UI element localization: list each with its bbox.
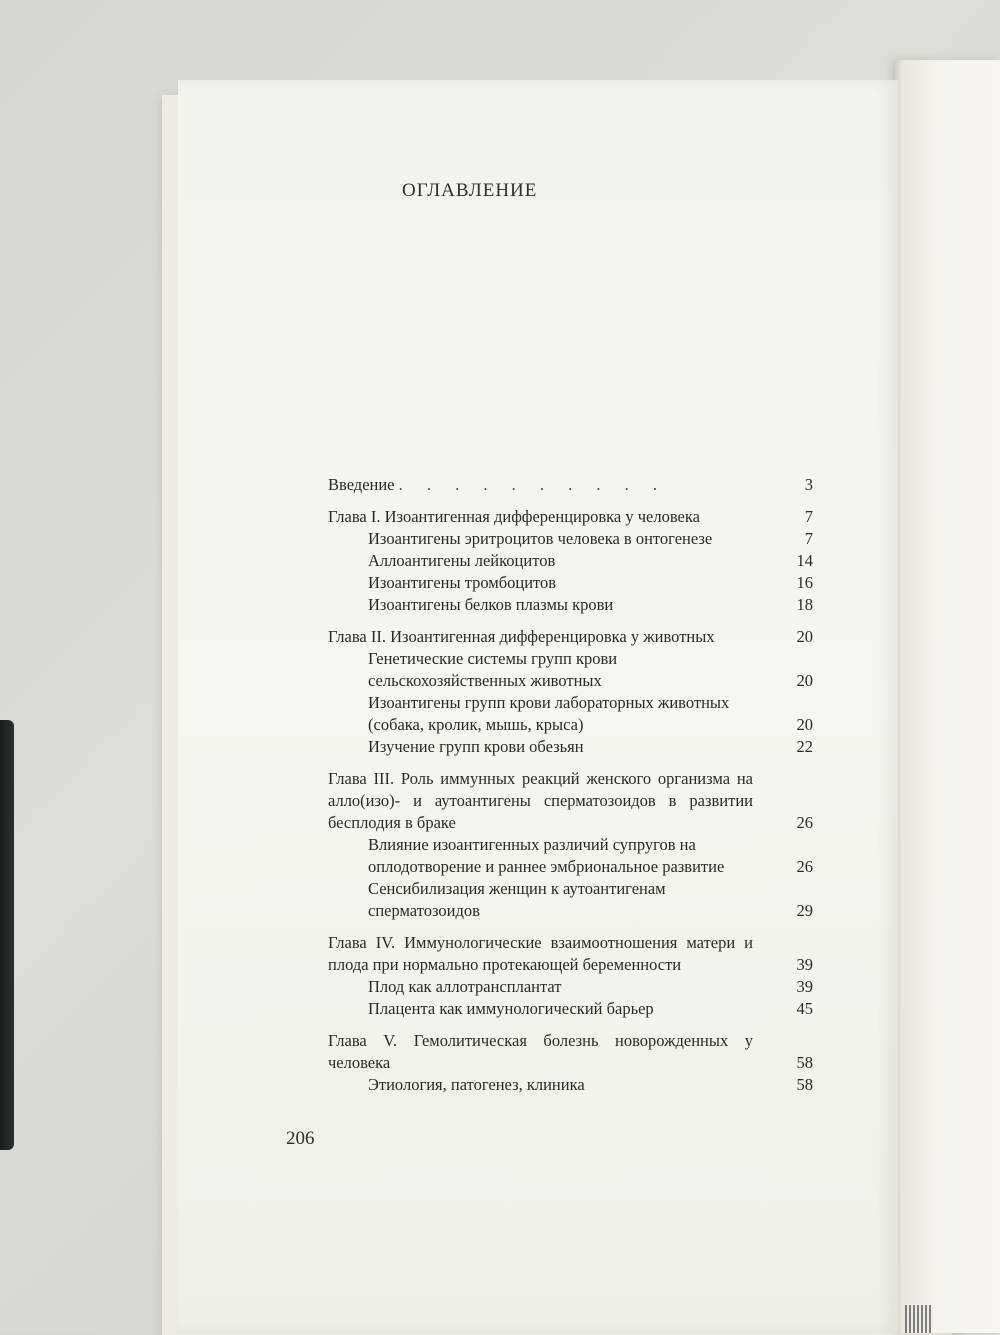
toc-item-label: Изоантигены эритроцитов человека в онтогенезе bbox=[368, 529, 713, 548]
toc-item-label: Изоантигены групп крови лабораторных животных (собака, кролик, мышь, крыса) bbox=[368, 693, 730, 734]
toc-item-label: Изучение групп крови обезьян bbox=[368, 737, 584, 756]
toc-intro-page: 3 bbox=[804, 475, 813, 494]
toc-item-label: Плацента как иммунологический барьер bbox=[368, 999, 654, 1018]
toc-chapter-5-page: 58 bbox=[796, 1053, 813, 1072]
toc-chapter-2[interactable] bbox=[328, 626, 813, 648]
toc-item[interactable] bbox=[328, 648, 813, 692]
toc-item-page: 18 bbox=[796, 595, 813, 614]
toc-item-page: 22 bbox=[796, 737, 813, 756]
toc-intro-label: Введение bbox=[328, 475, 395, 494]
toc-item[interactable] bbox=[328, 834, 813, 878]
toc-chapter-5[interactable] bbox=[328, 1030, 813, 1074]
page-title: ОГЛАВЛЕНИЕ bbox=[402, 180, 538, 201]
toc-item-page: 26 bbox=[796, 857, 813, 876]
toc-item-label: Влияние изоантигенных различий супругов на оплодотворение и раннее эмбриональное развитие bbox=[368, 835, 725, 876]
toc-chapter-1-page: 7 bbox=[804, 507, 813, 526]
toc-chapter-1-label: Глава I. Изоантигенная дифференцировка у человека bbox=[328, 507, 700, 526]
toc-item-label: Аллоантигены лейкоцитов bbox=[368, 551, 556, 570]
toc-item-page: 20 bbox=[796, 671, 813, 690]
toc-intro[interactable]: Введение . . . . . . . . . . 3 bbox=[328, 475, 813, 494]
toc-item[interactable] bbox=[328, 976, 813, 998]
toc-item-page: 45 bbox=[796, 999, 813, 1018]
toc-chapter-4-label: Глава IV. Иммунологические взаимоотношения матери и плода при нормально протекающей беременности bbox=[328, 933, 753, 974]
toc-item-page: 39 bbox=[796, 977, 813, 996]
toc-item[interactable] bbox=[328, 736, 813, 758]
toc-chapter-2-label: Глава II. Изоантигенная дифференцировка у животных bbox=[328, 627, 715, 646]
toc-item-page: 7 bbox=[804, 529, 813, 548]
dark-object bbox=[0, 720, 14, 1150]
toc-chapter-2-page: 20 bbox=[796, 627, 813, 646]
toc-item[interactable] bbox=[328, 998, 813, 1020]
toc-item[interactable] bbox=[328, 550, 813, 572]
toc-item[interactable] bbox=[328, 594, 813, 616]
toc-item-page: 16 bbox=[796, 573, 813, 592]
toc-item-page: 29 bbox=[796, 901, 813, 920]
toc-item[interactable] bbox=[328, 528, 813, 550]
toc-item-label: Этиология, патогенез, клиника bbox=[368, 1075, 585, 1094]
toc-item-page: 58 bbox=[796, 1075, 813, 1094]
toc-chapter-4[interactable] bbox=[328, 932, 813, 976]
toc-item-label: Генетические системы групп крови сельскохозяйственных животных bbox=[368, 649, 618, 690]
toc-item[interactable] bbox=[328, 1074, 813, 1096]
right-page bbox=[895, 60, 1000, 1333]
toc-chapter-3[interactable] bbox=[328, 768, 813, 834]
toc-chapter-1[interactable] bbox=[328, 506, 813, 528]
toc-item[interactable] bbox=[328, 878, 813, 922]
toc-item-page: 20 bbox=[796, 715, 813, 734]
toc-chapter-5-label: Глава V. Гемолитическая болезнь новорожденных у человека bbox=[328, 1031, 753, 1072]
toc-item-page: 14 bbox=[796, 551, 813, 570]
page-number: 206 bbox=[286, 1128, 315, 1149]
toc-item[interactable] bbox=[328, 572, 813, 594]
toc-item-label: Изоантигены тромбоцитов bbox=[368, 573, 557, 592]
toc-chapter-4-page: 39 bbox=[796, 955, 813, 974]
toc-item-label: Изоантигены белков плазмы крови bbox=[368, 595, 614, 614]
toc-chapter-3-label: Глава III. Роль иммунных реакций женского организма на алло(изо)- и аутоантигены сперматозоидов в развитии бесплодия в браке bbox=[328, 769, 753, 832]
toc-chapter-3-page: 26 bbox=[796, 813, 813, 832]
toc-item[interactable] bbox=[328, 692, 813, 736]
toc-item-label: Сенсибилизация женщин к аутоантигенам сперматозоидов bbox=[368, 879, 666, 920]
binding-strip bbox=[905, 1305, 933, 1333]
table-of-contents bbox=[328, 474, 813, 1096]
toc-item-label: Плод как аллотрансплантат bbox=[368, 977, 562, 996]
